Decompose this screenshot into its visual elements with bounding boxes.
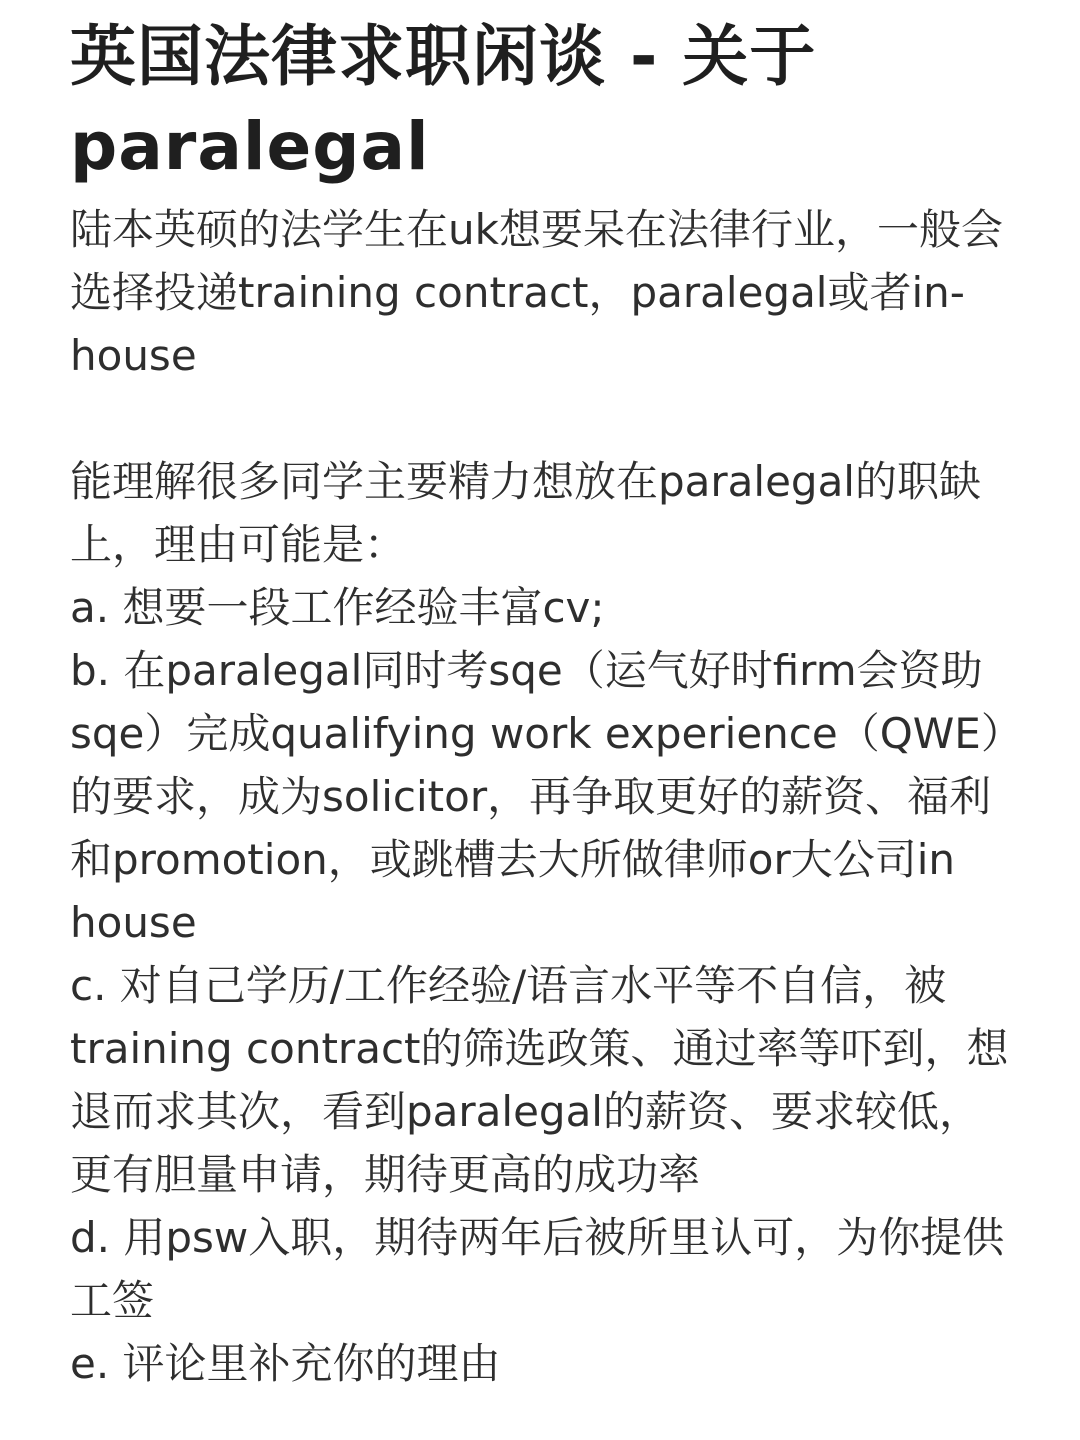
reason-item-a: a. 想要一段工作经验丰富cv; — [70, 583, 605, 632]
intro-paragraph: 陆本英硕的法学生在uk想要呆在法律行业，一般会选择投递training contract，paralegal或者in-house — [70, 205, 1003, 380]
post-title-line-1: 英国法律求职闲谈 - 关于 — [70, 18, 817, 95]
reason-item-d: d. 用psw入职，期待两年后被所里认可，为你提供工签 — [70, 1213, 1005, 1325]
lead-paragraph: 能理解很多同学主要精力想放在paralegal的职缺上，理由可能是： — [70, 457, 981, 569]
note-content — [70, 12, 1020, 1395]
reason-item-e: e. 评论里补充你的理由 — [70, 1339, 501, 1388]
post-title-line-2: paralegal — [70, 108, 430, 185]
post-body — [70, 198, 1020, 1395]
paragraph-spacer — [70, 387, 1020, 450]
reason-item-c: c. 对自己学历/工作经验/语言水平等不自信，被training contract的筛选政策、通过率等吓到，想退而求其次，看到paralegal的薪资、要求较低，更有胆量申请，期待更高的成功率 — [70, 961, 1009, 1199]
reason-item-b: b. 在paralegal同时考sqe（运气好时firm会资助sqe）完成qualifying work experience（QWE）的要求，成为solicitor，再争取更好的薪资、福利和promotion，或跳槽去大所做律师or大公司in house — [70, 646, 1002, 947]
post-title — [70, 12, 1020, 192]
